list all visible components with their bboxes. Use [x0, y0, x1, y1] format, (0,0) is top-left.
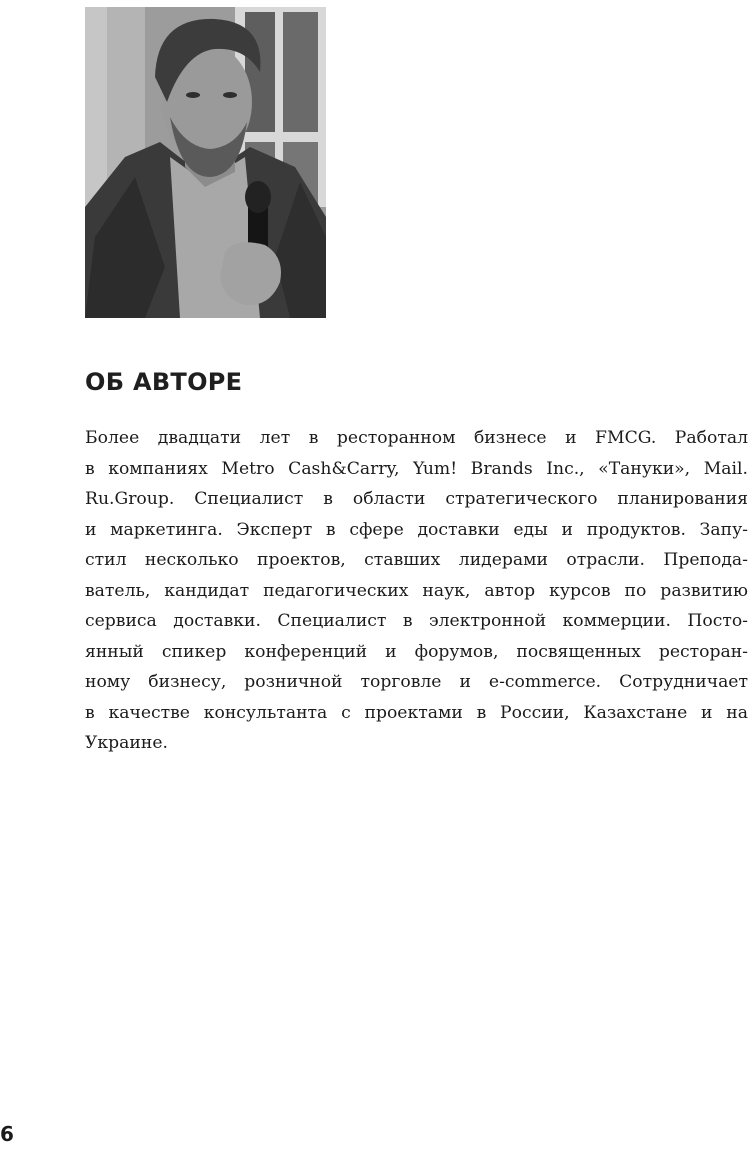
- bio-line: стил несколько проектов, ставших лидерами отрасли. Препода-: [85, 550, 748, 570]
- bio-line: ному бизнесу, розничной торговле и e-commerce. Сотрудничает: [85, 672, 748, 692]
- bio-line: сервиса доставки. Специалист в электронной коммерции. Посто-: [85, 611, 748, 631]
- bio-line: в качестве консультанта с проектами в России, Казахстане и на: [85, 702, 748, 723]
- bio-line: Ru.Group. Специалист в области стратегического планирования: [85, 489, 748, 509]
- bio-line: Более двадцати лет в ресторанном бизнесе и FMCG. Работал: [85, 428, 748, 448]
- author-portrait-icon: [85, 7, 326, 318]
- bio-line: Украине.: [85, 733, 168, 753]
- page-number: 6: [0, 1122, 14, 1146]
- bio-line: янный спикер конференций и форумов, посвященных ресторан-: [85, 641, 748, 662]
- bio-line: в компаниях Metro Cash&Carry, Yum! Brands Inc., «Тануки», Mail.: [85, 458, 748, 479]
- author-photo: [85, 7, 326, 318]
- bio-line: ватель, кандидат педагогических наук, автор курсов по развитию: [85, 580, 748, 601]
- section-heading: ОБ АВТОРЕ: [85, 368, 243, 396]
- bio-line: и маркетинга. Эксперт в сфере доставки еды и продуктов. Запу-: [85, 519, 748, 540]
- author-bio: [85, 423, 748, 759]
